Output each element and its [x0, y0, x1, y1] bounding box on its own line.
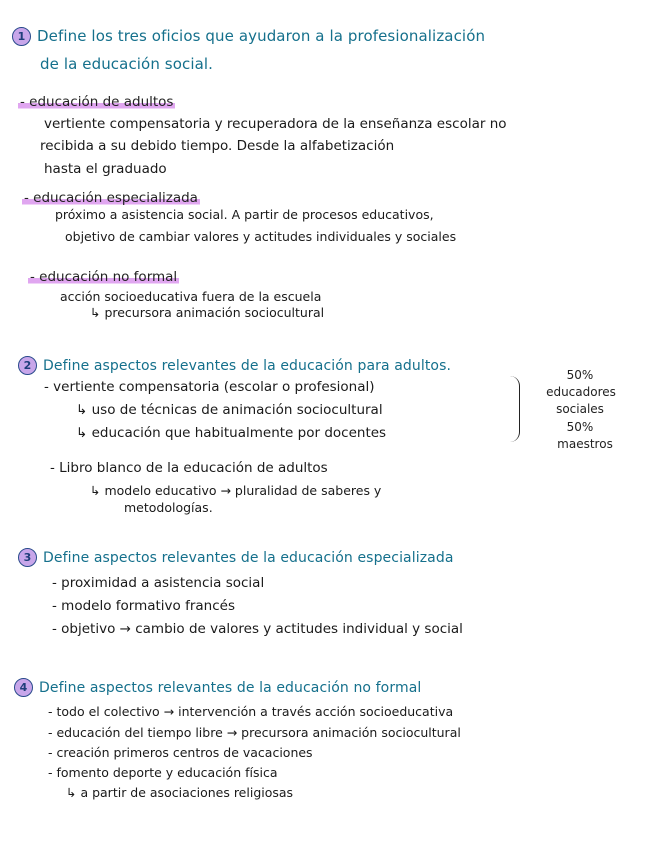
q3-line1: - proximidad a asistencia social [52, 575, 265, 591]
q2-line2: ↳ uso de técnicas de animación sociocultural [76, 402, 383, 418]
q1-adultos-line2: recibida a su debido tiempo. Desde la alfabetización [40, 138, 395, 154]
q1-especializada-line1: próximo a asistencia social. A partir de procesos educativos, [55, 207, 434, 222]
q1-noformal-line2: ↳ precursora animación sociocultural [90, 305, 325, 320]
q3-line3: - objetivo → cambio de valores y actitudes individual y social [52, 621, 463, 637]
q1-adultos-line1: vertiente compensatoria y recuperadora de la enseñanza escolar no [44, 116, 507, 132]
q2-title [18, 355, 451, 377]
q3-number-badge: 3 [18, 548, 37, 567]
q4-title-text: Define aspectos relevantes de la educación no formal [39, 680, 422, 696]
q1-noformal-line1: acción socioeducativa fuera de la escuela [60, 289, 322, 304]
q4-line1: - todo el colectivo → intervención a través acción socioeducativa [48, 704, 454, 719]
q4-line3: - creación primeros centros de vacaciones [48, 745, 313, 760]
q4-line4: - fomento deporte y educación física [48, 765, 278, 780]
q2-line5: ↳ modelo educativo → pluralidad de saberes y [90, 483, 382, 498]
q1-section-adultos-heading: - educación de adultos [20, 94, 174, 110]
q2-line3: ↳ educación que habitualmente por docentes [76, 425, 387, 441]
q1-section-noformal-heading: - educación no formal [30, 269, 178, 285]
q1-title-text: Define los tres oficios que ayudaron a la profesionalización [37, 27, 486, 45]
q1-number-badge: 1 [12, 27, 31, 46]
q2-side-pct1: 50% [566, 368, 594, 382]
q3-title [18, 547, 454, 569]
q2-line6: metodologías. [124, 500, 213, 515]
q1-title-line1 [12, 25, 485, 47]
q2-line4: - Libro blanco de la educación de adultos [50, 460, 328, 476]
q3-line2: - modelo formativo francés [52, 598, 235, 614]
q2-side-pct2: 50% [566, 420, 594, 434]
q2-number-badge: 2 [18, 356, 37, 375]
q4-line5: ↳ a partir de asociaciones religiosas [66, 785, 294, 800]
q4-number-badge: 4 [14, 678, 33, 697]
q4-title [14, 677, 421, 699]
q2-brace [509, 376, 520, 442]
q1-adultos-line3: hasta el graduado [44, 161, 167, 177]
q2-title-text: Define aspectos relevantes de la educación para adultos. [43, 358, 452, 374]
q2-side-maestros: maestros [557, 437, 613, 451]
q2-line1: - vertiente compensatoria (escolar o profesional) [44, 379, 375, 395]
q2-side-educadores: educadores [546, 385, 616, 399]
q4-line2: - educación del tiempo libre → precursora animación sociocultural [48, 725, 461, 740]
q3-title-text: Define aspectos relevantes de la educación especializada [43, 550, 454, 566]
q2-side-sociales: sociales [556, 402, 604, 416]
q1-title-line2: de la educación social. [40, 55, 214, 73]
q1-especializada-line2: objetivo de cambiar valores y actitudes individuales y sociales [65, 229, 457, 244]
q1-section-especializada-heading: - educación especializada [24, 190, 198, 206]
